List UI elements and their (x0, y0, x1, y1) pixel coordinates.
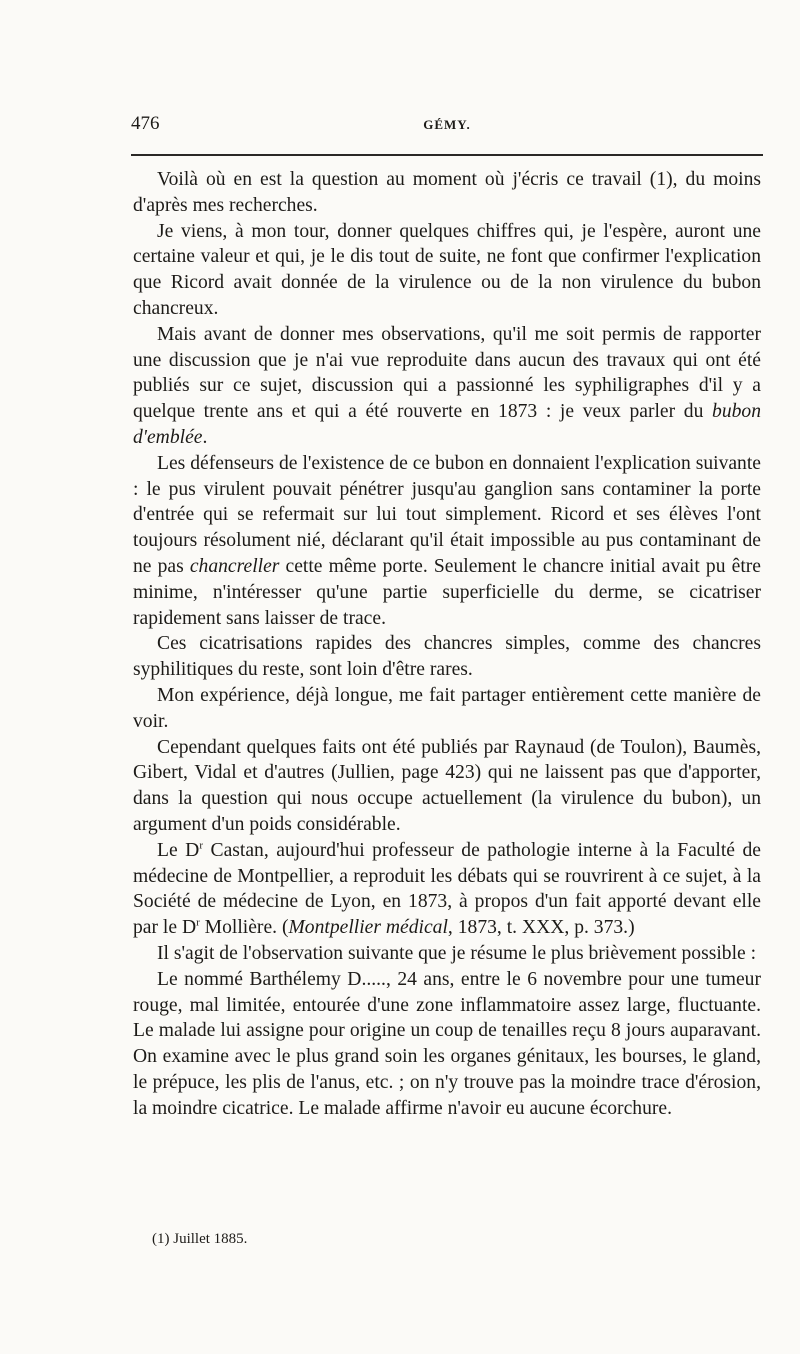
paragraph-9: Il s'agit de l'observation suivante que je résume le plus brièvement possible : (157, 942, 757, 964)
paragraph-7: Cependant quelques faits ont été publiés par Raynaud (de Toulon), Baumès, Gibert, Vidal et d'autres (Jullien, page 423) qui ne laissent pas que d'apporter, dans la question qui nous occupe actuellement (la virulence du bubon), un argument d'un poids considérable. (133, 736, 761, 835)
body-text (133, 167, 761, 1121)
footnote: (1) Juillet 1885. (152, 1231, 248, 1247)
paragraph-2: Je viens, à mon tour, donner quelques chiffres qui, je l'espère, auront une certaine valeur et qui, je le dis tout de suite, ne font que confirmer l'explication que Ricord avait donnée de la virulence ou de la non virulence du bubon chancreux. (133, 220, 761, 319)
paragraph-6: Mon expérience, déjà longue, me fait partager entièrement cette manière de voir. (133, 684, 761, 732)
paragraph-4: Les défenseurs de l'existence de ce bubon en donnaient l'explication suivante : le pus virulent pouvait pénétrer jusqu'au ganglion sans contaminer la porte d'entrée qui se refermait sur lui tout simplement. Ricord et ses élèves l'ont toujours résolument nié, déclarant qu'il était impossible au pus contaminant de ne pas chancreller cette même porte. Seulement le chancre initial avait pu être minime, n'intéresser qu'une partie superficielle du derme, se cicatriser rapidement sans laisser de trace. (133, 452, 761, 629)
page-number: 476 (131, 113, 160, 134)
emphasis-chancreller: chancreller (189, 555, 280, 577)
paragraph-3: Mais avant de donner mes observations, qu'il me soit permis de rapporter une discussion que je n'ai vue reproduite dans aucun des travaux qui ont été publiés sur ce sujet, discussion qui a passionné les syphiligraphes d'il y a quelque trente ans et qui a été rouverte en 1873 : je veux parler du bubon d'emblée. (133, 323, 761, 448)
running-title: GÉMY. (423, 117, 471, 132)
emphasis-bubon-demblee: bubon d'emblée (133, 401, 761, 448)
page-header (131, 113, 763, 137)
paragraph-5: Ces cicatrisations rapides des chancres simples, comme des chancres syphilitiques du reste, sont loin d'être rares. (133, 633, 761, 681)
paragraph-1: Voilà où en est la question au moment où j'écris ce travail (1), du moins d'après mes recherches. (133, 169, 761, 216)
emphasis-montpellier-medical: Montpellier médical (288, 917, 448, 939)
paragraph-10: Le nommé Barthélemy D....., 24 ans, entre le 6 novembre pour une tumeur rouge, mal limitée, entourée d'une zone inflammatoire assez large, fluctuante. Le malade lui assigne pour origine un coup de tenailles reçu 8 jours auparavant. On examine avec le plus grand soin les organes génitaux, les bourses, le gland, le prépuce, les plis de l'anus, etc. ; on n'y trouve pas la moindre trace d'érosion, la moindre cicatrice. Le malade affirme n'avoir eu aucune écorchure. (133, 968, 761, 1119)
header-rule (131, 154, 763, 156)
paragraph-8: Le $D^r$ Castan, aujourd'hui professeur de pathologie interne à la Faculté de médecine de Montpellier, a reproduit les débats qui se rouvrirent à ce sujet, à la Société de médecine de Lyon, en 1873, à propos d'un fait apporté devant elle par le $D^r$ Mollière. (Montpellier médical, 1873, t. XXX, p. 373.) (133, 839, 761, 939)
